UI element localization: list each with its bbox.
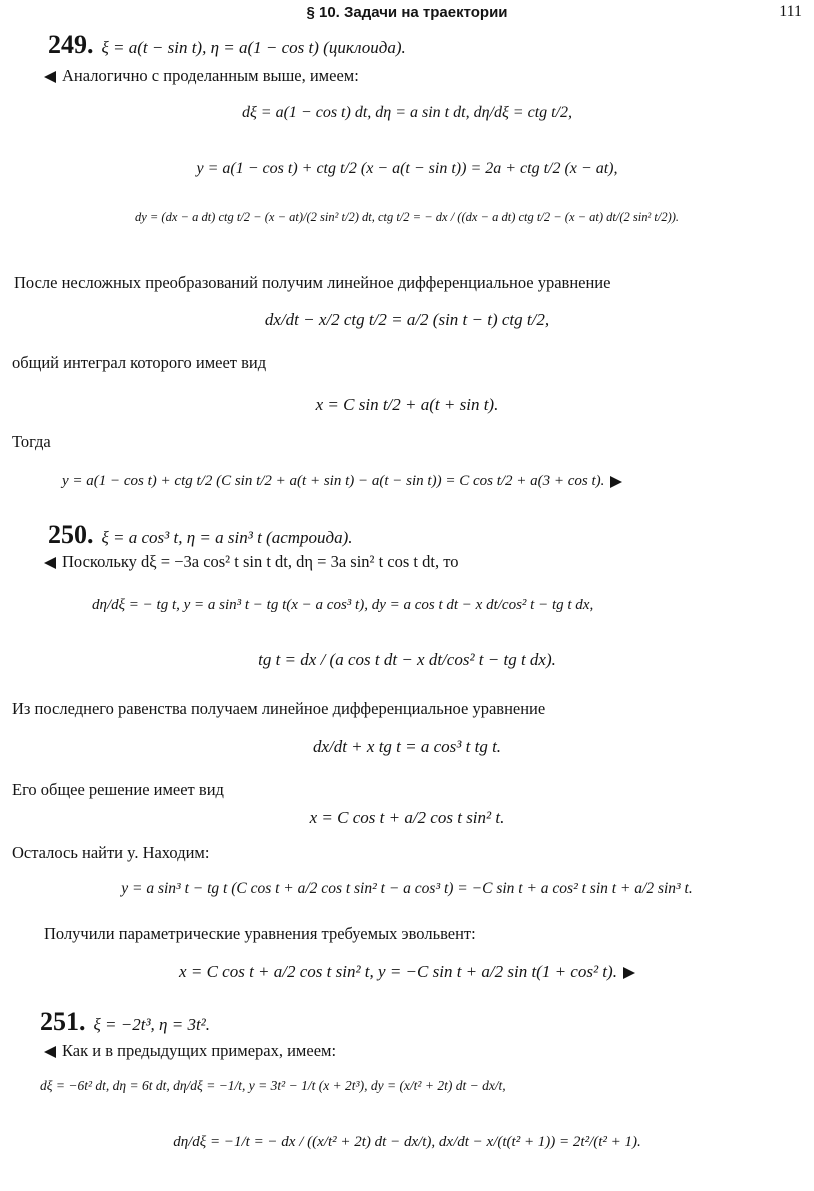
equation-250-general: x = C cos t + a/2 cos t sin² t. [309, 808, 505, 827]
text-integral-249: общий интеграл которого имеет вид [12, 353, 267, 372]
problem-249-intro: Аналогично с проделанным выше, имеем: [44, 66, 359, 86]
problem-statement: ξ = a cos³ t, η = a sin³ t (астроида). [101, 528, 353, 547]
equation-249-final: y = a(1 − cos t) + ctg t/2 (C sin t/2 + a(t + sin t) − a(t − sin t)) = C cos t/2 + a(3 + cos t). [62, 473, 622, 490]
text-then-249: Тогда [12, 432, 51, 451]
text-result-250: Получили параметрические уравнения требуемых эвольвент: [44, 924, 476, 943]
equation-249-2: y = a(1 − cos t) + ctg t/2 (x − a(t − sin t)) = 2a + ctg t/2 (x − at), [196, 160, 618, 177]
problem-250-intro: Поскольку dξ = −3a cos² t sin t dt, dη = 3a sin² t cos t dt, то [44, 552, 458, 572]
problem-number: 251. [40, 1007, 86, 1036]
problem-251-intro: Как и в предыдущих примерах, имеем: [44, 1041, 336, 1061]
problem-249-heading [48, 30, 406, 60]
text-general-250: Его общее решение имеет вид [12, 780, 224, 799]
problem-number: 249. [48, 30, 94, 59]
equation-249-linear: dx/dt − x/2 ctg t/2 = a/2 (sin t − t) ctg t/2, [264, 310, 550, 329]
page-number: 111 [779, 3, 802, 20]
equation-250-linear: dx/dt + x tg t = a cos³ t tg t. [312, 737, 502, 756]
equation-250-result: x = C cos t + a/2 cos t sin² t, y = −C sin t + a/2 sin t(1 + cos² t). [0, 962, 814, 982]
problem-number: 250. [48, 520, 94, 549]
equation-250-y: y = a sin³ t − tg t (C cos t + a/2 cos t sin² t − a cos³ t) = −C sin t + a cos² t sin t + a/2 sin³ t. [121, 880, 693, 897]
running-header: § 10. Задачи на траектории [306, 4, 508, 21]
problem-statement: ξ = a(t − sin t), η = a(1 − cos t) (циклоида). [101, 38, 406, 57]
text-linear-equation-249: После несложных преобразований получим линейное дифференциальное уравнение [14, 273, 611, 292]
text-linear-equation-250: Из последнего равенства получаем линейное дифференциальное уравнение [12, 699, 546, 718]
solution-start-marker-icon [44, 557, 56, 569]
equation-251-2: dη/dξ = −1/t = − dx / ((x/t² + 2t) dt − dx/t), dx/dt − x/(t(t² + 1)) = 2t²/(t² + 1). [173, 1134, 641, 1150]
equation-250-2: tg t = dx / (a cos t dt − x dt/cos² t − tg t dx). [258, 650, 556, 669]
equation-249-1: dξ = a(1 − cos t) dt, dη = a sin t dt, dη/dξ = ctg t/2, [241, 104, 573, 121]
solution-end-marker-icon [623, 967, 635, 979]
solution-start-marker-icon [44, 71, 56, 83]
problem-251-heading [40, 1007, 210, 1037]
solution-end-marker-icon [610, 476, 622, 488]
equation-250-1: dη/dξ = − tg t, y = a sin³ t − tg t(x − a cos³ t), dy = a cos t dt − x dt/cos² t − tg t dx, [92, 597, 594, 613]
equation-249-integral: x = C sin t/2 + a(t + sin t). [315, 395, 499, 414]
equation-249-3: dy = (dx − a dt) ctg t/2 − (x − at)/(2 sin² t/2) dt, ctg t/2 = − dx / ((dx − a dt) ctg t/2 − (x − at) dt/(2 sin² t/2)). [134, 210, 680, 224]
solution-start-marker-icon [44, 1046, 56, 1058]
problem-statement: ξ = −2t³, η = 3t². [93, 1015, 211, 1034]
equation-251-1: dξ = −6t² dt, dη = 6t dt, dη/dξ = −1/t, y = 3t² − 1/t (x + 2t³), dy = (x/t² + 2t) dt − dx/t, [40, 1078, 506, 1093]
problem-250-heading [48, 520, 353, 550]
text-find-250: Осталось найти y. Находим: [12, 843, 210, 862]
